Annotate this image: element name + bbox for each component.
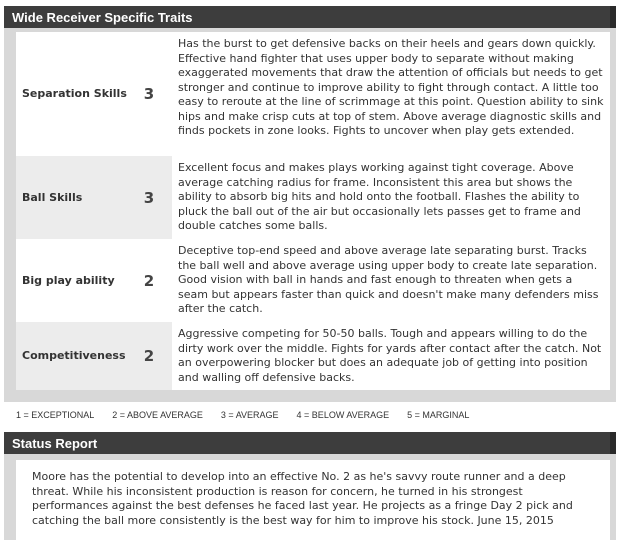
traits-panel bbox=[4, 28, 616, 420]
trait-grade: 2 bbox=[132, 239, 166, 322]
trait-name: Competitiveness bbox=[16, 322, 132, 390]
header-shade bbox=[610, 432, 616, 454]
trait-row-ball-skills bbox=[16, 156, 610, 239]
trait-description: Excellent focus and makes plays working against tight coverage. Above average catching radius for frame. Inconsistent this area but shows the ability to absorb big hits and hold onto the football. Flashes the ability to pluck the ball out of the air but occasionally lets passes get to frame and double catches some balls. bbox=[172, 156, 610, 239]
legend-item: 1 = EXCEPTIONAL bbox=[16, 410, 95, 420]
legend-item: 4 = BELOW AVERAGE bbox=[296, 410, 390, 420]
trait-description: Aggressive competing for 50-50 balls. Tough and appears willing to do the dirty work over the middle. Fights for yards after contact after the catch. Not an overpowering blocker but does an adequate job of getting into position and walling off defensive backs. bbox=[172, 322, 610, 390]
trait-grade: 3 bbox=[132, 32, 166, 156]
trait-description: Has the burst to get defensive backs on their heels and gears down quickly. Effective hand fighter that uses upper body to separate without making exaggerated movements that draw the attention of officials but needs to get stronger and continue to improve ability to fight through contact. A little too easy to reroute at the line of scrimmage at this point. Question ability to sink hips and make crisp cuts at top of stem. Above average diagnostic skills and finds pockets in zone looks. Fights to uncover when play gets extended. bbox=[172, 32, 610, 156]
status-report-text: Moore has the potential to develop into an effective No. 2 as he's savvy route runner and a deep threat. While his inconsistent production is reason for concern, he turned in his strongest performances against the best defenses he faced last year. He projects as a fringe Day 2 pick and catching the ball more consistently is the best way for him to improve his stock. June 15, 2015 bbox=[16, 460, 610, 540]
traits-table bbox=[16, 32, 610, 390]
trait-row-competitiveness bbox=[16, 322, 610, 390]
trait-name: Separation Skills bbox=[16, 32, 132, 156]
legend-item: 3 = AVERAGE bbox=[220, 410, 279, 420]
trait-name: Ball Skills bbox=[16, 156, 132, 239]
traits-section-title: Wide Receiver Specific Traits bbox=[12, 9, 193, 25]
traits-section-header bbox=[4, 6, 616, 28]
status-report-title: Status Report bbox=[12, 435, 98, 451]
header-shade bbox=[610, 6, 616, 28]
trait-description: Deceptive top-end speed and above average late separating burst. Tracks the ball well and above average using upper body to create late separation. Good vision with ball in hands and fast enough to threaten when gets a seam but appears faster than quick and doesn't make many defenders miss after the catch. bbox=[172, 239, 610, 322]
legend-item: 5 = MARGINAL bbox=[407, 410, 470, 420]
trait-grade: 3 bbox=[132, 156, 166, 239]
trait-row-separation-skills bbox=[16, 32, 610, 156]
trait-grade: 2 bbox=[132, 322, 166, 390]
status-report-header bbox=[4, 432, 616, 454]
legend-item: 2 = ABOVE AVERAGE bbox=[112, 410, 203, 420]
grade-legend bbox=[16, 406, 610, 424]
status-report-panel bbox=[4, 454, 616, 540]
trait-name: Big play ability bbox=[16, 239, 132, 322]
trait-row-big-play-ability bbox=[16, 239, 610, 322]
